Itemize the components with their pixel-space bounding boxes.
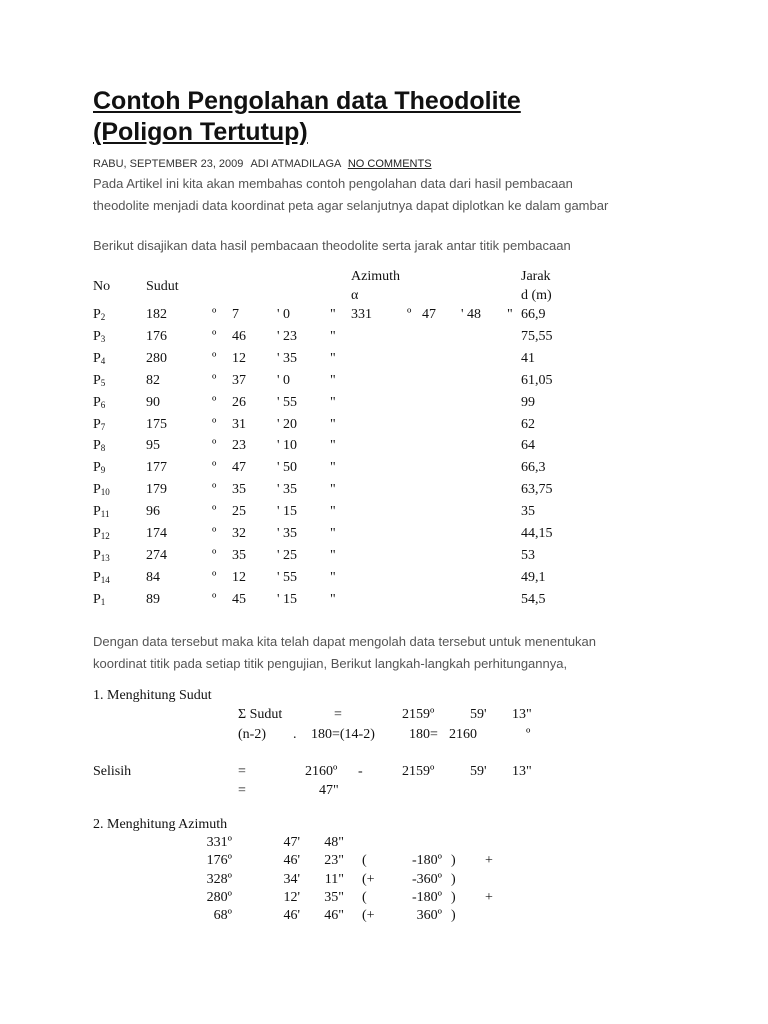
- step2-heading: 2. Menghitung Azimuth: [93, 817, 228, 832]
- close-paren: ): [451, 871, 456, 887]
- station-label: $P_{13}$: [93, 547, 110, 563]
- formula-degree-symbol: º: [526, 727, 531, 742]
- post-date: RABU, SEPTEMBER 23, 2009: [93, 158, 244, 170]
- article-title[interactable]: [93, 86, 733, 148]
- second-symbol: ": [330, 372, 336, 388]
- selisih-seconds: 13": [512, 764, 532, 779]
- station-label: $P_4$: [93, 350, 106, 366]
- angle-minutes: 31: [232, 416, 246, 432]
- minute-value: ' 35: [277, 482, 298, 498]
- angle-minutes: 32: [232, 526, 246, 541]
- degree-symbol: º: [212, 547, 217, 563]
- angle-degrees: 174: [146, 526, 167, 541]
- station-label: $P_{11}$: [93, 504, 110, 520]
- distance-value: 99: [521, 394, 535, 410]
- second-symbol: ": [330, 394, 336, 410]
- step1-heading: 1. Menghitung Sudut: [93, 688, 212, 703]
- distance-value: 61,05: [521, 372, 553, 388]
- sum-seconds: 13": [512, 707, 532, 722]
- angle-degrees: 95: [146, 438, 160, 454]
- angle-degrees: 176: [146, 328, 167, 344]
- result-equals: =: [238, 783, 246, 798]
- degree-symbol: º: [212, 372, 217, 388]
- azimuth-calc-seconds: 11": [324, 871, 344, 887]
- second-symbol: ": [330, 416, 336, 432]
- angle-minutes: 37: [232, 372, 246, 388]
- angle-minutes: 25: [232, 504, 246, 520]
- azimuth-calc-minutes: 34': [283, 871, 300, 887]
- distance-value: 41: [521, 350, 535, 366]
- correction-value: -180º: [411, 889, 442, 905]
- degree-symbol: º: [212, 328, 217, 344]
- correction-value: 360º: [416, 908, 442, 924]
- formula-180: 180=: [409, 727, 438, 742]
- result-seconds: 47": [319, 783, 339, 798]
- degree-symbol: º: [212, 504, 217, 520]
- angle-degrees: 175: [146, 416, 167, 432]
- degree-symbol: º: [212, 394, 217, 410]
- header-sudut: Sudut: [146, 279, 179, 294]
- distance-value: 44,15: [521, 526, 553, 541]
- second-symbol: ": [330, 526, 336, 541]
- station-label: $P_1$: [93, 591, 106, 607]
- second-symbol: ": [330, 482, 336, 498]
- station-label: $P_5$: [93, 372, 106, 388]
- degree-symbol: º: [212, 416, 217, 432]
- distance-value: 49,1: [521, 569, 546, 585]
- title-line-1: Contoh Pengolahan data Theodolite: [93, 87, 521, 115]
- equals-sign: =: [334, 707, 342, 722]
- distance-value: 54,5: [521, 591, 546, 607]
- second-symbol: ": [330, 307, 336, 322]
- azimuth-calc-degrees: 176º: [206, 853, 232, 869]
- station-label: $P_{10}$: [93, 482, 110, 498]
- distance-value: 63,75: [521, 482, 553, 498]
- degree-symbol: º: [212, 307, 217, 322]
- angle-degrees: 82: [146, 372, 160, 388]
- minute-value: ' 10: [277, 438, 298, 454]
- post-meta: [93, 158, 432, 170]
- header-distance: d (m): [521, 288, 552, 303]
- after-table-line-2: koordinat titik pada setiap titik pengujian, Berikut langkah-langkah perhitungannya,: [93, 656, 568, 671]
- azimuth-calc-degrees: 68º: [213, 908, 232, 924]
- minute-value: ' 55: [277, 394, 298, 410]
- header-no: No: [93, 279, 111, 294]
- angle-degrees: 280: [146, 350, 167, 366]
- post-author[interactable]: ADI ATMADILAGA: [250, 158, 341, 170]
- station-label: $P_2$: [93, 307, 106, 322]
- comments-link[interactable]: NO COMMENTS: [347, 158, 432, 170]
- angle-minutes: 12: [232, 350, 246, 366]
- degree-symbol: º: [212, 438, 217, 454]
- degree-symbol: º: [212, 591, 217, 607]
- close-paren: ): [451, 889, 456, 905]
- formula-text: 180=(14-2): [311, 727, 375, 742]
- station-label: $P_8$: [93, 438, 106, 454]
- title-line-2: (Poligon Tertutup): [93, 118, 308, 146]
- angle-degrees: 90: [146, 394, 160, 410]
- angle-minutes: 23: [232, 438, 246, 454]
- selisih-degrees: 2160º: [305, 764, 338, 779]
- azimuth-calc-degrees: 331º: [206, 835, 232, 850]
- close-paren: ): [451, 908, 456, 924]
- azimuth-calc-minutes: 47': [283, 835, 300, 850]
- minute-value: ' 15: [277, 591, 298, 607]
- degree-symbol: º: [212, 460, 217, 476]
- azimuth-degrees: 331: [351, 307, 372, 322]
- intro-line-2: theodolite menjadi data koordinat peta agar selanjutnya dapat diplotkan ke dalam gambar: [93, 198, 609, 213]
- minute-value: ' 0: [277, 372, 291, 388]
- station-label: $P_9$: [93, 460, 106, 476]
- selisih-label: Selisih: [93, 764, 132, 779]
- azimuth-calc-degrees: 280º: [206, 889, 232, 905]
- station-label: $P_{12}$: [93, 526, 110, 541]
- azimuth-calc-seconds: 46": [324, 908, 344, 924]
- second-symbol: ": [330, 328, 336, 344]
- distance-value: 66,3: [521, 460, 546, 476]
- sum-minutes: 59': [470, 707, 487, 722]
- second-symbol: ": [330, 438, 336, 454]
- correction-value: -360º: [411, 871, 442, 887]
- azimuth-calc-seconds: 35": [324, 889, 344, 905]
- second-symbol: ": [330, 591, 336, 607]
- second-symbol: ": [330, 350, 336, 366]
- minute-value: ' 23: [277, 328, 298, 344]
- station-label: $P_3$: [93, 328, 106, 344]
- minute-value: ' 0: [277, 307, 291, 322]
- station-label: $P_7$: [93, 416, 106, 432]
- angle-minutes: 47: [232, 460, 246, 476]
- plus-sign: +: [485, 853, 493, 869]
- minute-value: ' 50: [277, 460, 298, 476]
- sum-degrees: 2159º: [402, 707, 435, 722]
- angle-minutes: 35: [232, 482, 246, 498]
- minute-value: ' 20: [277, 416, 298, 432]
- degree-symbol: º: [212, 526, 217, 541]
- header-jarak: Jarak: [521, 269, 551, 284]
- angle-minutes: 45: [232, 591, 246, 607]
- after-table-line-1: Dengan data tersebut maka kita telah dapat mengolah data tersebut untuk menentukan: [93, 634, 597, 649]
- minute-value: ' 35: [277, 350, 298, 366]
- header-alpha: α: [351, 288, 359, 303]
- selisih-minutes: 59': [470, 764, 487, 779]
- distance-value: 53: [521, 547, 535, 563]
- azimuth-second-symbol: ": [507, 307, 513, 322]
- angle-minutes: 26: [232, 394, 246, 410]
- azimuth-calc-minutes: 46': [283, 853, 300, 869]
- station-label: $P_{14}$: [93, 569, 110, 585]
- minute-value: ' 35: [277, 526, 298, 541]
- correction-value: -180º: [411, 853, 442, 869]
- n-minus-2: (n-2): [238, 727, 266, 742]
- angle-minutes: 35: [232, 547, 246, 563]
- distance-value: 66,9: [521, 307, 546, 322]
- angle-minutes: 7: [232, 307, 239, 322]
- table-intro: Berikut disajikan data hasil pembacaan theodolite serta jarak antar titik pembacaan: [93, 238, 571, 253]
- close-paren: ): [451, 853, 456, 869]
- azimuth-calc-degrees: 328º: [206, 871, 232, 887]
- formula-2160: 2160: [449, 727, 477, 742]
- angle-degrees: 177: [146, 460, 167, 476]
- azimuth-calc-seconds: 48": [324, 835, 344, 850]
- sigma-sudut-label: Σ Sudut: [238, 707, 283, 722]
- degree-symbol: º: [212, 350, 217, 366]
- azimuth-calc-seconds: 23": [324, 853, 344, 869]
- angle-degrees: 84: [146, 569, 160, 585]
- header-azimuth: Azimuth: [351, 269, 400, 284]
- second-symbol: ": [330, 460, 336, 476]
- minus-sign: -: [358, 764, 363, 779]
- degree-symbol: º: [212, 569, 217, 585]
- angle-degrees: 89: [146, 591, 160, 607]
- angle-degrees: 96: [146, 504, 160, 520]
- selisih-degrees-2: 2159º: [402, 764, 435, 779]
- distance-value: 75,55: [521, 328, 553, 344]
- second-symbol: ": [330, 547, 336, 563]
- plus-sign: +: [485, 889, 493, 905]
- second-symbol: ": [330, 569, 336, 585]
- angle-minutes: 46: [232, 328, 246, 344]
- angle-minutes: 12: [232, 569, 246, 585]
- distance-value: 35: [521, 504, 535, 520]
- selisih-equals: =: [238, 764, 246, 779]
- open-paren: (: [362, 853, 367, 869]
- minute-value: ' 15: [277, 504, 298, 520]
- intro-line-1: Pada Artikel ini kita akan membahas contoh pengolahan data dari hasil pembacaan: [93, 176, 573, 191]
- open-paren: (+: [362, 871, 375, 887]
- degree-symbol: º: [212, 482, 217, 498]
- minute-value: ' 55: [277, 569, 298, 585]
- azimuth-degree-symbol: º: [407, 307, 412, 322]
- angle-degrees: 274: [146, 547, 167, 563]
- station-label: $P_6$: [93, 394, 106, 410]
- dot-separator: .: [293, 727, 297, 742]
- azimuth-seconds: ' 48: [461, 307, 482, 322]
- second-symbol: ": [330, 504, 336, 520]
- angle-degrees: 182: [146, 307, 167, 322]
- open-paren: (: [362, 889, 367, 905]
- distance-value: 62: [521, 416, 535, 432]
- distance-value: 64: [521, 438, 535, 454]
- azimuth-minutes: 47: [422, 307, 436, 322]
- azimuth-calc-minutes: 46': [283, 908, 300, 924]
- open-paren: (+: [362, 908, 375, 924]
- angle-degrees: 179: [146, 482, 167, 498]
- azimuth-calc-minutes: 12': [283, 889, 300, 905]
- minute-value: ' 25: [277, 547, 298, 563]
